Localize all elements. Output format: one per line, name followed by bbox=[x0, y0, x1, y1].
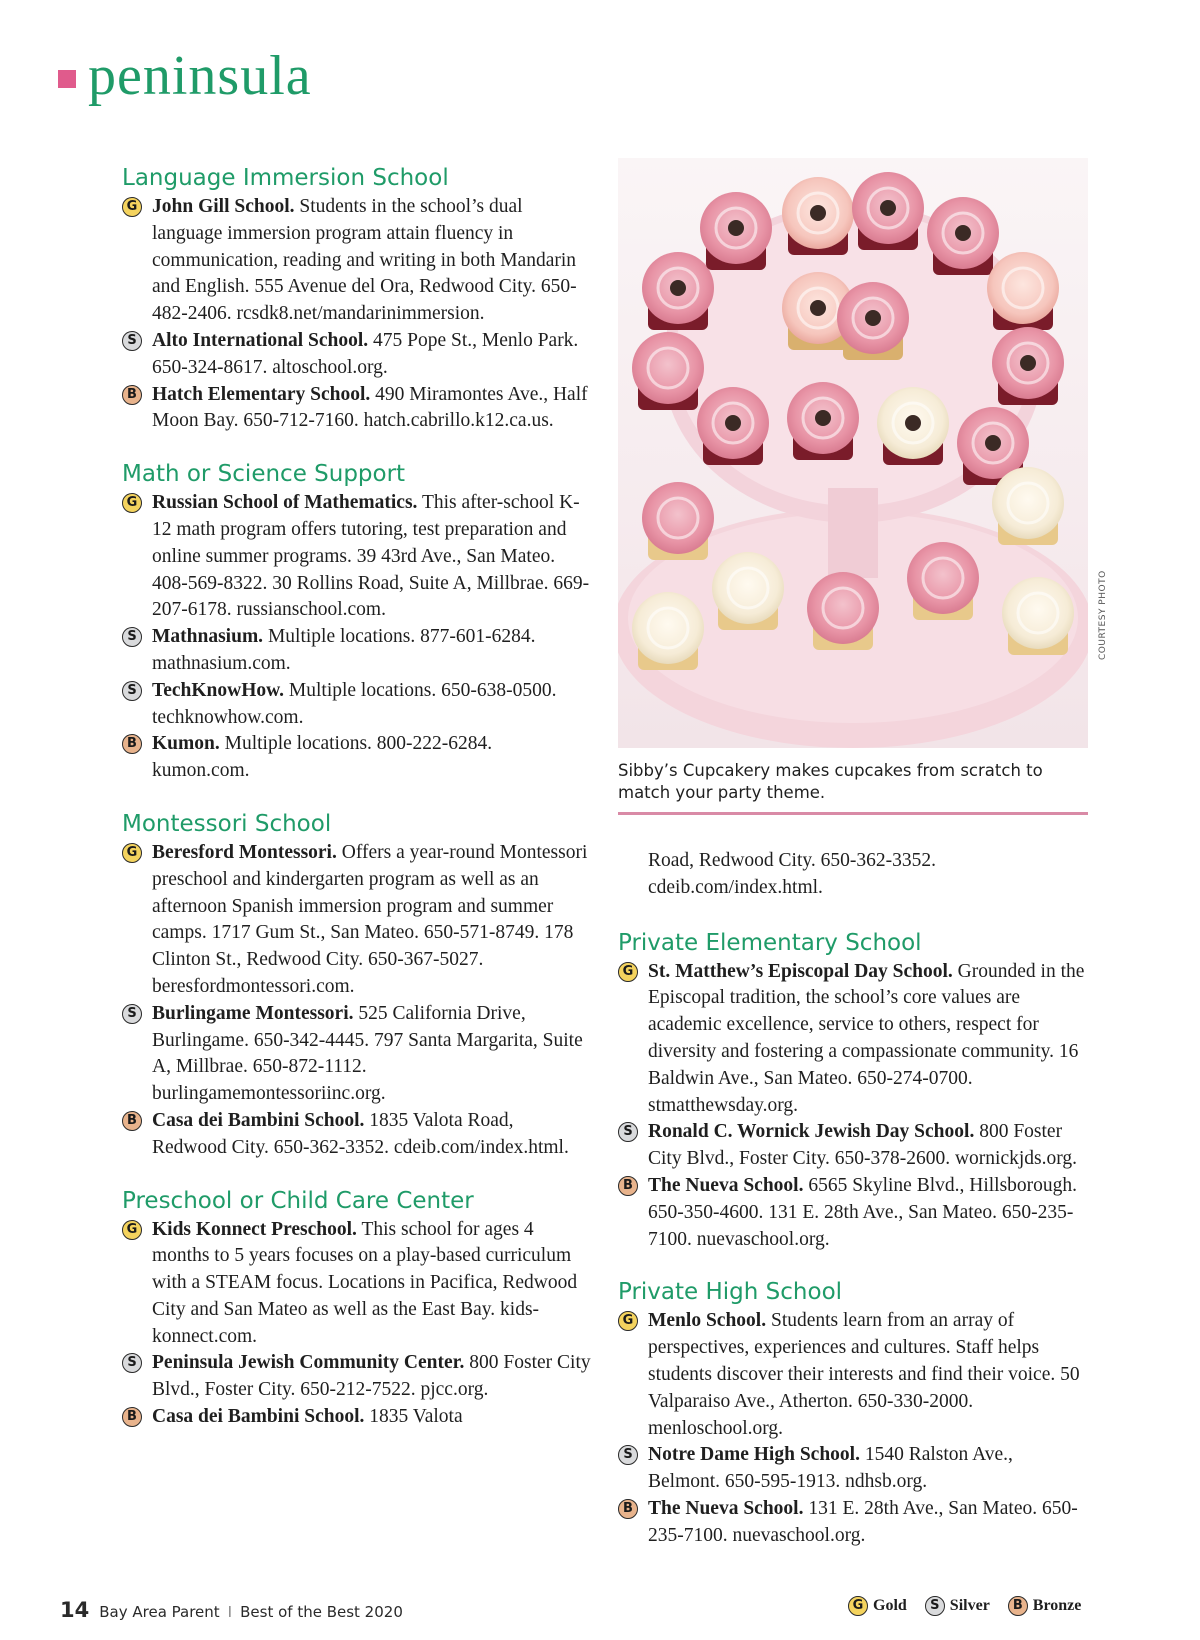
photo-credit: COURTESY PHOTO bbox=[1098, 570, 1108, 660]
cupcake-photo bbox=[618, 158, 1088, 748]
cupcake bbox=[642, 252, 714, 330]
badge-silver-icon: S bbox=[122, 1353, 142, 1373]
school-description: Offers a year-round Montessori preschool and kindergarten program as well as an afternoon Spanish immersion program and summer camps. 1717 Gum St., San Mateo. 650-571-8749. 178 Clinton St., Redwood City. 650-367-5027. beresfordmontessori.com. bbox=[152, 841, 588, 997]
badge-bronze-icon: B bbox=[122, 1407, 142, 1427]
publication-name: Bay Area Parent bbox=[99, 1603, 220, 1621]
footer-separator: I bbox=[227, 1603, 233, 1621]
section bbox=[122, 164, 592, 435]
school-entry bbox=[122, 1404, 592, 1431]
school-description: This after-school K-12 math program offers tutoring, test preparation and online summer programs. 39 43rd Ave., San Mateo. 408-569-8322. 30 Rollins Road, Suite A, Millbrae. 669-207-6178. russianschool.com. bbox=[152, 492, 590, 621]
school-entry bbox=[122, 328, 592, 382]
cupcake bbox=[992, 327, 1064, 405]
school-name: Ronald C. Wornick Jewish Day School. bbox=[648, 1121, 975, 1143]
footer bbox=[60, 1598, 403, 1622]
badge-gold-icon: G bbox=[122, 197, 142, 217]
school-name: Kumon. bbox=[152, 733, 220, 755]
legend-item bbox=[848, 1596, 907, 1616]
section bbox=[618, 1278, 1088, 1549]
cupcake bbox=[992, 467, 1064, 545]
school-description: 6565 Skyline Blvd., Hillsborough. 650-350-4600. 131 E. 28th Ave., San Mateo. 650-235-7100. nuevaschool.org. bbox=[648, 1174, 1078, 1250]
school-name: Casa dei Bambini School. bbox=[152, 1406, 365, 1428]
badge-gold-icon: G bbox=[848, 1596, 868, 1616]
badge-gold-icon: G bbox=[122, 493, 142, 513]
school-description: Students learn from an array of perspectives, experiences and cultures. Staff helps students discover their interests and find their voice. 50 Valparaiso Ave., Atherton. 650-330-2000. menloschool.org. bbox=[648, 1310, 1080, 1439]
section-heading: Math or Science Support bbox=[122, 461, 406, 488]
school-entry bbox=[122, 678, 592, 732]
school-name: TechKnowHow. bbox=[152, 679, 285, 701]
left-column bbox=[122, 164, 592, 1456]
badge-bronze-icon: B bbox=[618, 1499, 638, 1519]
right-column bbox=[618, 848, 1088, 1575]
school-name: Alto International School. bbox=[152, 329, 369, 351]
badge-silver-icon: S bbox=[122, 627, 142, 647]
school-entry bbox=[122, 840, 592, 1001]
cupcake bbox=[632, 332, 704, 410]
school-description: 475 Pope St., Menlo Park. 650-324-8617. altoschool.org. bbox=[152, 329, 579, 378]
badge-gold-icon: G bbox=[122, 843, 142, 863]
cupcake bbox=[1002, 577, 1074, 655]
badge-silver-icon: S bbox=[122, 1004, 142, 1024]
school-entry bbox=[618, 1173, 1088, 1253]
section-heading: Montessori School bbox=[122, 810, 332, 837]
cupcake bbox=[700, 192, 772, 270]
page-number: 14 bbox=[60, 1598, 90, 1622]
legend-item bbox=[925, 1596, 990, 1616]
section-heading: Preschool or Child Care Center bbox=[122, 1187, 474, 1214]
section bbox=[122, 810, 592, 1162]
school-entry bbox=[122, 1001, 592, 1108]
continued-text: Road, Redwood City. 650-362-3352. cdeib.com/index.html. bbox=[648, 850, 936, 898]
school-name: Beresford Montessori. bbox=[152, 841, 337, 863]
school-description: 490 Miramontes Ave., Half Moon Bay. 650-712-7160. hatch.cabrillo.k12.ca.us. bbox=[152, 383, 588, 432]
school-entry bbox=[122, 624, 592, 678]
cupcake bbox=[987, 252, 1059, 330]
issue-name: Best of the Best 2020 bbox=[240, 1603, 403, 1621]
school-name: Menlo School. bbox=[648, 1310, 767, 1332]
school-name: Kids Konnect Preschool. bbox=[152, 1218, 357, 1240]
badge-gold-icon: G bbox=[618, 1311, 638, 1331]
badge-silver-icon: S bbox=[618, 1445, 638, 1465]
school-name: Notre Dame High School. bbox=[648, 1444, 860, 1466]
legend-label: Gold bbox=[873, 1597, 907, 1614]
badge-gold-icon: G bbox=[618, 962, 638, 982]
school-entry bbox=[122, 1108, 592, 1162]
school-description: 1835 Valota bbox=[364, 1406, 463, 1428]
section bbox=[122, 460, 592, 785]
badge-silver-icon: S bbox=[618, 1122, 638, 1142]
badge-bronze-icon: B bbox=[122, 385, 142, 405]
school-name: Hatch Elementary School. bbox=[152, 383, 371, 405]
school-description: Grounded in the Episcopal tradition, the school’s core values are academic excellence, service to others, respect for diversity and fostering a compassionate community. 16 Baldwin Ave., San Mateo. 650-274-0700. stmatthewsday.org. bbox=[648, 960, 1085, 1116]
school-name: St. Matthew’s Episcopal Day School. bbox=[648, 960, 953, 982]
cupcake bbox=[927, 197, 999, 275]
school-name: Casa dei Bambini School. bbox=[152, 1109, 365, 1131]
school-description: 1835 Valota Road, Redwood City. 650-362-3352. cdeib.com/index.html. bbox=[152, 1109, 569, 1158]
school-entry bbox=[122, 490, 592, 624]
cupcake bbox=[907, 542, 979, 620]
school-name: Burlingame Montessori. bbox=[152, 1002, 354, 1024]
school-name: Peninsula Jewish Community Center. bbox=[152, 1352, 465, 1374]
badge-bronze-icon: B bbox=[122, 734, 142, 754]
cupcake bbox=[697, 387, 769, 465]
section bbox=[122, 1187, 592, 1431]
school-description: 800 Foster City Blvd., Foster City. 650-212-7522. pjcc.org. bbox=[152, 1352, 591, 1401]
school-description: Multiple locations. 877-601-6284. mathnasium.com. bbox=[152, 626, 536, 674]
page-title bbox=[58, 44, 312, 108]
section-heading: Private High School bbox=[618, 1279, 843, 1306]
badge-bronze-icon: B bbox=[122, 1111, 142, 1131]
school-entry bbox=[618, 1119, 1088, 1173]
cupcake bbox=[837, 282, 909, 360]
badge-silver-icon: S bbox=[925, 1596, 945, 1616]
legend-item bbox=[1008, 1596, 1082, 1616]
section-heading: Private Elementary School bbox=[618, 929, 922, 956]
school-description: 525 California Drive, Burlingame. 650-342-4445. 797 Santa Margarita, Suite A, Millbrae. 650-872-1112. burlingamemontessoriinc.org. bbox=[152, 1002, 583, 1105]
cupcake bbox=[642, 482, 714, 560]
cupcake bbox=[852, 172, 924, 250]
legend-label: Silver bbox=[949, 1597, 990, 1614]
school-name: Russian School of Mathematics. bbox=[152, 492, 418, 514]
school-entry bbox=[618, 959, 1088, 1120]
school-entry bbox=[122, 382, 592, 436]
badge-silver-icon: S bbox=[122, 681, 142, 701]
cupcake-stand-illustration bbox=[618, 158, 1088, 748]
school-entry bbox=[618, 1496, 1088, 1550]
school-entry bbox=[618, 1308, 1088, 1442]
badge-legend bbox=[848, 1596, 1081, 1616]
badge-silver-icon: S bbox=[122, 331, 142, 351]
school-entry bbox=[122, 731, 592, 785]
section-heading: Language Immersion School bbox=[122, 165, 449, 191]
school-description: 800 Foster City Blvd., Foster City. 650-378-2600. wornickjds.org. bbox=[648, 1121, 1077, 1170]
school-description: 131 E. 28th Ave., San Mateo. 650-235-7100. nuevaschool.org. bbox=[648, 1497, 1078, 1546]
school-description: Multiple locations. 800-222-6284. kumon.com. bbox=[152, 733, 493, 782]
legend-label: Bronze bbox=[1032, 1597, 1082, 1614]
school-name: The Nueva School. bbox=[648, 1497, 804, 1519]
cupcake bbox=[782, 177, 854, 255]
school-description: Students in the school’s dual language immersion program attain fluency in communication, reading and writing in both Mandarin and English. 555 Avenue del Ora, Redwood City. 650-482-2406. rcsdk8.net/mandarinimmersion. bbox=[152, 196, 577, 325]
cupcake bbox=[712, 552, 784, 630]
school-entry bbox=[122, 1217, 592, 1351]
school-entry bbox=[618, 1442, 1088, 1496]
section bbox=[618, 929, 1088, 1254]
badge-gold-icon: G bbox=[122, 1220, 142, 1240]
school-description: Multiple locations. 650-638-0500. techknowhow.com. bbox=[152, 679, 557, 728]
cupcake bbox=[807, 572, 879, 650]
badge-bronze-icon: B bbox=[1008, 1596, 1028, 1616]
page-title-text: peninsula bbox=[88, 45, 312, 107]
school-name: John Gill School. bbox=[152, 196, 295, 217]
school-name: The Nueva School. bbox=[648, 1174, 804, 1196]
title-square-icon bbox=[58, 70, 76, 88]
badge-bronze-icon: B bbox=[618, 1176, 638, 1196]
cupcake bbox=[877, 387, 949, 465]
cupcake bbox=[787, 382, 859, 460]
school-name: Mathnasium. bbox=[152, 626, 264, 648]
school-description: This school for ages 4 months to 5 years focuses on a play-based curriculum with a STEAM focus. Locations in Pacifica, Redwood City and San Mateo as well as the East Bay. kids-konnect.com. bbox=[152, 1218, 578, 1347]
school-entry bbox=[122, 194, 592, 328]
school-description: 1540 Ralston Ave., Belmont. 650-595-1913. ndhsb.org. bbox=[648, 1444, 1013, 1493]
school-entry bbox=[122, 1350, 592, 1404]
cupcake bbox=[632, 592, 704, 670]
photo-caption: Sibby’s Cupcakery makes cupcakes from scratch to match your party theme. bbox=[618, 760, 1088, 815]
